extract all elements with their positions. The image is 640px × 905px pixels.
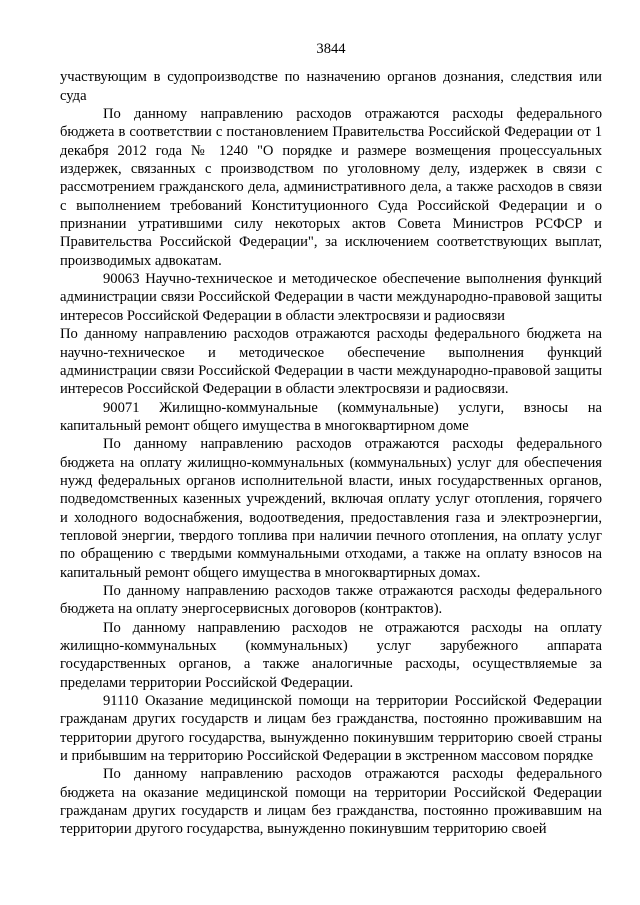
page-number: 3844 xyxy=(316,41,346,57)
paragraph: По данному направлению расходов отражаются расходы федерального бюджета на оплату жилищно-коммунальных (коммунальных) услуг для обеспечения нужд федеральных органов исполнительной власти, иных государственных органов, подведомственных казенных учреждений, включая оплату услуг отопления, горячего и холодного водоснабжения, водоотведения, предоставления газа и электроэнергии, тепловой энергии, твердого топлива при наличии печного отопления, на оплату услуг по обращению с твердыми коммунальными отходами, а также на оплату взносов на капитальный ремонт общего имущества в многоквартирных домах. xyxy=(60,436,602,581)
paragraph: По данному направлению расходов не отражаются расходы на оплату жилищно-коммунальных (коммунальных) услуг зарубежного аппарата государственных органов, а также аналогичные расходы, осуществляемые за пределами территории Российской Федерации. xyxy=(60,619,602,691)
paragraph: По данному направлению расходов отражаются расходы федерального бюджета на научно-техническое и методическое обеспечение выполнения функций администрации связи Российской Федерации в части международно-правовой защиты интересов Российской Федерации в области электросвязи и радиосвязи. xyxy=(60,326,602,398)
paragraph: По данному направлению расходов также отражаются расходы федерального бюджета на оплату энергосервисных договоров (контрактов). xyxy=(60,582,602,618)
section-heading: 90071 Жилищно-коммунальные (коммунальные) услуги, взносы на капитальный ремонт общего имущества в многоквартирном доме xyxy=(60,399,602,434)
section-heading: 91110 Оказание медицинской помощи на территории Российской Федерации гражданам других государств и лицам без гражданства, постоянно проживавшим на территории другого государства, вынужденно покинувшим территорию своей страны и прибывшим на территорию Российской Федерации в экстренном массовом порядке xyxy=(60,693,602,765)
section-heading: 90063 Научно-техническое и методическое обеспечение выполнения функций администрации связи Российской Федерации в части международно-правовой защиты интересов Российской Федерации в области электросвязи и радиосвязи xyxy=(60,271,602,324)
paragraph: По данному направлению расходов отражаются расходы федерального бюджета в соответствии с постановлением Правительства Российской Федерации от 1 декабря 2012 года № 1240 "О порядке и размере возмещения процессуальных издержек, связанных с производством по уголовному делу, издержек в связи с рассмотрением гражданского дела, административного дела, а также расходов в связи с выполнением требований Конституционного Суда Российской Федерации и о признании утратившими силу некоторых актов Совета Министров РСФСР и Правительства Российской Федерации", за исключением соответствующих выплат, производимых адвокатам. xyxy=(60,106,602,269)
paragraph: участвующим в судопроизводстве по назначению органов дознания, следствия или суда xyxy=(60,69,602,104)
paragraph: По данному направлению расходов отражаются расходы федерального бюджета на оказание медицинской помощи на территории Российской Федерации гражданам других государств и лицам без гражданства, постоянно проживавшим на территории другого государства, вынужденно покинувшим территорию своей xyxy=(60,766,602,838)
document-body xyxy=(60,68,602,838)
document-page xyxy=(60,40,602,839)
